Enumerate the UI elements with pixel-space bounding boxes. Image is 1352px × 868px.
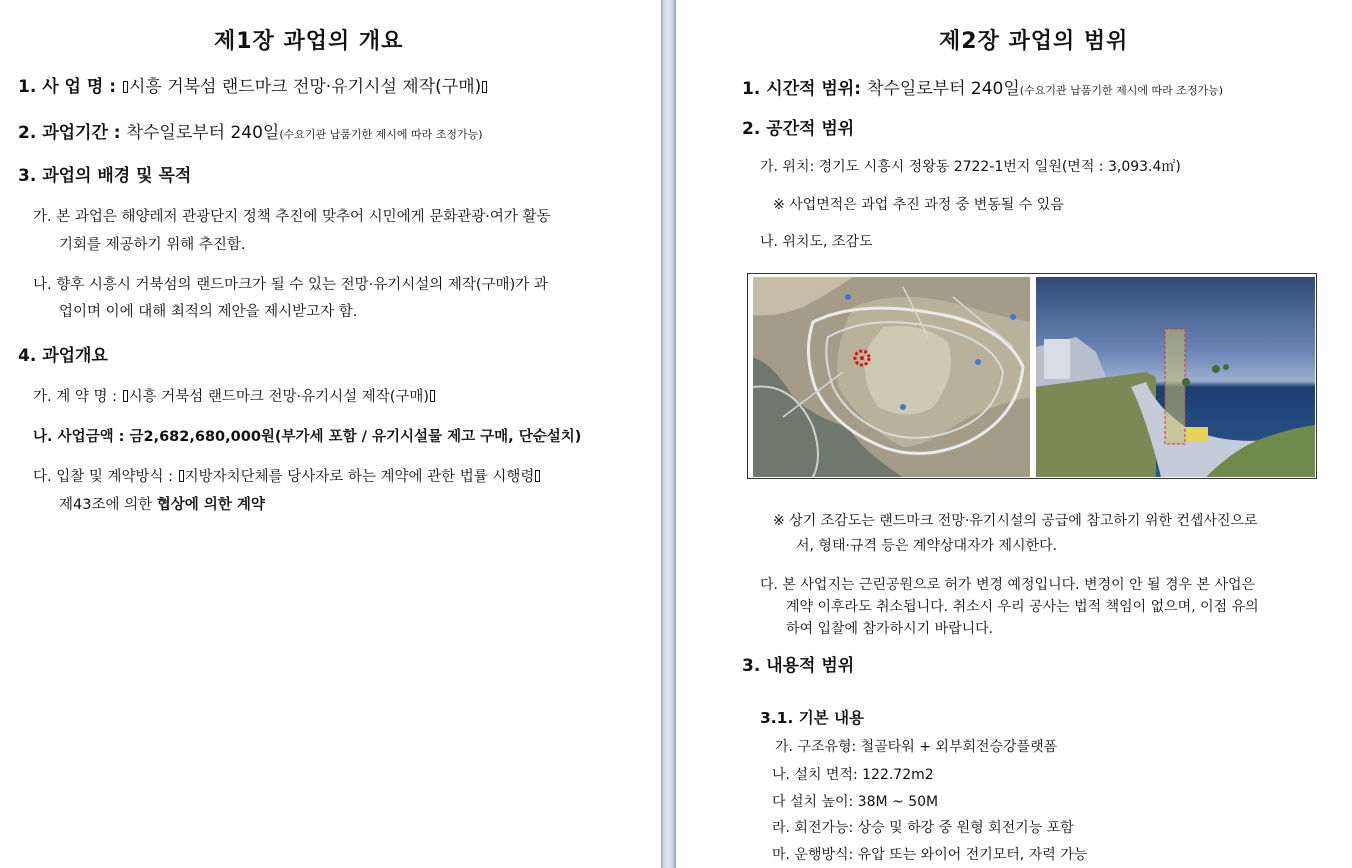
page-gutter [661,0,676,868]
section-time-scope [742,74,1223,99]
background-item-a-line1: 가. 본 과업은 해양레저 관광단지 정책 추진에 맞추어 시민에게 문화관광·여가 활동 [33,209,551,225]
basic-content-item: 나. 설치 면적: 122.72m2 [772,767,934,783]
project-period-label: 2. 과업기간 : [18,123,121,143]
birdseye-render-image [1036,277,1315,477]
project-name-label: 1. 사 업 명 : [18,77,117,97]
permit-notice-line1: 다. 본 사업지는 근린공원으로 허가 변경 예정입니다. 변경이 안 될 경우 본 사업은 [760,577,1256,593]
project-period-value: 착수일로부터 240일 [126,123,280,143]
project-name-value: 시흥 거북섬 랜드마크 전망·유기시설 제작(구매) [122,77,488,97]
document-page-left [0,0,661,868]
section-space-scope-heading: 2. 공간적 범위 [742,119,855,139]
background-item-b-line2: 업이며 이에 대해 최적의 제안을 제시받고자 함. [59,304,358,320]
time-scope-label: 1. 시간적 범위: [742,79,862,99]
section-overview-heading: 4. 과업개요 [18,346,108,366]
chapter-1-title: 제1장 과업의 개요 [214,29,404,54]
background-item-a-line2: 기회를 제공하기 위해 추진함. [59,237,246,253]
basic-content-item: 마. 운행방식: 유압 또는 와이어 전기모터, 자력 가능 [772,847,1088,863]
section-project-period [18,118,483,143]
location-and-birdseye-figure [747,273,1317,479]
time-scope-note: (수요기관 납품기한 제시에 따라 조정가능) [1019,84,1223,97]
location-map-image [753,277,1030,477]
basic-content-item: 라. 회전가능: 상승 및 하강 중 원형 회전기능 포함 [772,820,1074,836]
overview-budget: 나. 사업금액 : 금2,682,680,000원(부가세 포함 / 유기시설물 제고 구매, 단순설치) [33,429,582,445]
space-area-note: ※ 사업면적은 과업 추진 과정 중 변동될 수 있음 [773,197,1064,213]
basic-content-item: 가. 구조유형: 철골타워 + 외부회전승강플랫폼 [775,739,1058,755]
basic-content-heading: 3.1. 기본 내용 [760,709,865,727]
overview-contract-name: 가. 계 약 명 : 시흥 거북섬 랜드마크 전망·유기시설 제작(구매) [33,385,436,406]
permit-notice-line3: 하여 입찰에 참가하시기 바랍니다. [786,621,994,637]
section-background-heading: 3. 과업의 배경 및 목적 [18,166,192,186]
figure-note-line1: ※ 상기 조감도는 랜드마크 전망·유기시설의 공급에 참고하기 위한 컨셉사진으로 [773,513,1258,529]
overview-bidding-line1: 다. 입찰 및 계약방식 : 지방자치단체를 당사자로 하는 계약에 관한 법률 시행령 [33,465,541,486]
chapter-2-title: 제2장 과업의 범위 [939,29,1129,54]
time-scope-value: 착수일로부터 240일 [866,79,1020,99]
overview-bidding-line2: 제43조에 의한 협상에 의한 계약 [59,497,265,513]
document-page-right [676,0,1352,868]
permit-notice-line2: 계약 이후라도 취소됩니다. 취소시 우리 공사는 법적 책임이 없으며, 이점 유의 [786,599,1259,615]
space-map-caption: 나. 위치도, 조감도 [760,234,873,250]
section-project-name [18,72,488,97]
basic-content-item: 다 설치 높이: 38M ~ 50M [772,794,939,810]
project-period-note: (수요기관 납품기한 제시에 따라 조정가능) [279,128,483,141]
background-item-b-line1: 나. 향후 시흥시 거북섬의 랜드마크가 될 수 있는 전망·유기시설의 제작(구매)가 과 [33,277,548,293]
figure-note-line2: 서, 형태·규격 등은 계약상대자가 제시한다. [796,538,1058,554]
section-content-scope-heading: 3. 내용적 범위 [742,656,855,676]
space-location: 가. 위치: 경기도 시흥시 정왕동 2722-1번지 일원(면적 : 3,093.4㎡) [760,159,1181,175]
